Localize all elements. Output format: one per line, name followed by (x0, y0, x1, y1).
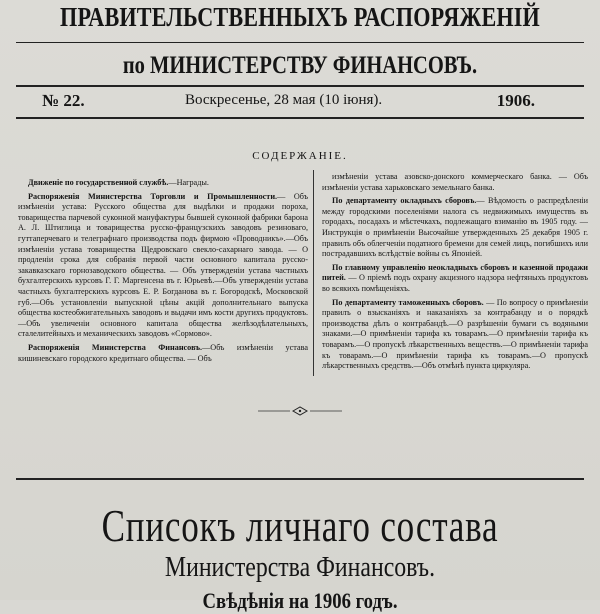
issue-rule-top (16, 85, 584, 87)
issue-date: Воскресенье, 28 мая (10 іюня). (185, 92, 383, 108)
entry-text: измѣненіи устава азовско-донского коммерческаго банка. — Объ измѣненіи устава харьковскаго земельнаго банка. (322, 172, 588, 192)
entry-heading: Движеніе по государственной службѣ. (28, 178, 169, 187)
entry-text: — Вѣдомость о распредѣленіи между городскими поселеніями налога съ недвижимыхъ имуществъ въ городахъ, посадахъ и мѣстечкахъ, подлежащаго взиманію въ 1905 году. — Инструкція о примѣненіи Высочайше утвержденныхъ 25 декабря 1905 г. правилъ объ облегченіи податного бремени для семей лицъ, погибшихъ или пострадавшихъ вслѣдствіе войны съ Японіей. (322, 196, 589, 259)
contents-heading: СОДЕРЖАНІЕ. (252, 150, 348, 162)
entry-text: — По вопросу о примѣненіи правилъ о взысканіяхъ и наказаніяхъ за контрабанду и о порядкѣ производства дѣлъ о контрабандѣ.—О разрѣшеніи бумаги съ водяными знаками.—О примѣненіи тарифа къ товарамъ.—О примѣненіи тарифа къ товарамъ.—О пропускѣ лѣкарственныхъ веществъ.—О примѣненіи тарифа къ товарамъ.—О примѣненіи тарифа къ товарамъ.—О пропускѣ лѣкарственныхъ средствъ.—Объ отмѣнѣ пункта циркуляра. (322, 297, 589, 371)
section-subtitle: Министерства Финансовъ. (164, 552, 436, 583)
column-divider (313, 170, 314, 376)
contents-left-column (18, 178, 308, 367)
entry-text: —Награды. (168, 178, 209, 187)
contents-entry (322, 263, 588, 295)
issue-rule-bottom (16, 117, 584, 119)
issue-number: № 22. (42, 91, 85, 110)
masthead-title-line2: по МИНИСТЕРСТВУ ФИНАНСОВЪ. (122, 52, 478, 79)
issue-year: 1906. (496, 91, 535, 110)
section-rule (16, 478, 584, 480)
entry-heading: По департаменту таможенныхъ сборовъ. (332, 297, 484, 307)
issue-line (35, 91, 555, 113)
contents-entry (322, 172, 588, 193)
contents-entry (322, 298, 588, 372)
entry-heading: По департаменту окладныхъ сборовъ. (332, 196, 477, 206)
entry-heading: По главному управленію неокладныхъ сборовъ и казенной продажи питей. (322, 262, 588, 283)
entry-text: — О пріемѣ подъ охрану акцизного надзора нефтяныхъ продуктовъ во всякихъ помѣщеніяхъ. (322, 273, 588, 293)
entry-heading: Распоряженія Министерства Финансовъ. (28, 342, 203, 352)
contents-entry (18, 192, 308, 340)
entry-text: — Объ измѣненіи устава: Русского общества для выдѣлки и продажи пороха, товарищества парчевой суконной мануфактуры бывшей суконной фабрики барона А. Л. Штиглица и товарищества русско-французскихъ заводовъ резиноваго, гуттаперчеваго и телеграфнаго производства подъ фирмою «Проводникъ».—Объ измѣненіи устава товарищества Щедровскаго свекло-сахарнаго завода. — О продленіи срока для собранія первой части основного капитала русско-закавказскаго горнозаводского общества. — Объ утвержденіи устава частныхъ бухгалтерскихъ курсовъ Г. Г. Маргенсена въ г. Юрьевѣ.—Объ утвержденіи устава частныхъ бухгалтерскихъ курсовъ Е. Р. Богданова въ г. Богородскѣ, Московской губ.—Объ установленіи выпускной цѣны акцій дополнительнаго выпуска общества костеобжигательныхъ заводовъ и выдачи имъ кости другихъ продуктовъ.—Объ увеличеніи основного капитала общества желѣзодѣлательныхъ, сталелитейныхъ и механическихъ заводовъ «Сормово». (18, 191, 308, 339)
contents-entry (18, 343, 308, 364)
masthead-divider (16, 42, 584, 43)
section-subtitle-2: Свѣдѣнія на 1906 годъ. (202, 588, 398, 613)
contents-entry (322, 196, 588, 260)
ornament-divider (0, 405, 600, 417)
contents-entry (18, 178, 308, 189)
masthead-title-line1: ПРАВИТЕЛЬСТВЕННЫХЪ РАСПОРЯЖЕНІЙ (60, 2, 540, 32)
entry-heading: Распоряженія Министерства Торговли и Промышленности. (28, 191, 278, 201)
section-title: Списокъ личнаго состава (101, 501, 499, 551)
entry-text: —Объ измѣненіи устава кишиневскаго городского кредитнаго общества. — Объ (18, 342, 308, 363)
contents-right-column (322, 172, 588, 375)
